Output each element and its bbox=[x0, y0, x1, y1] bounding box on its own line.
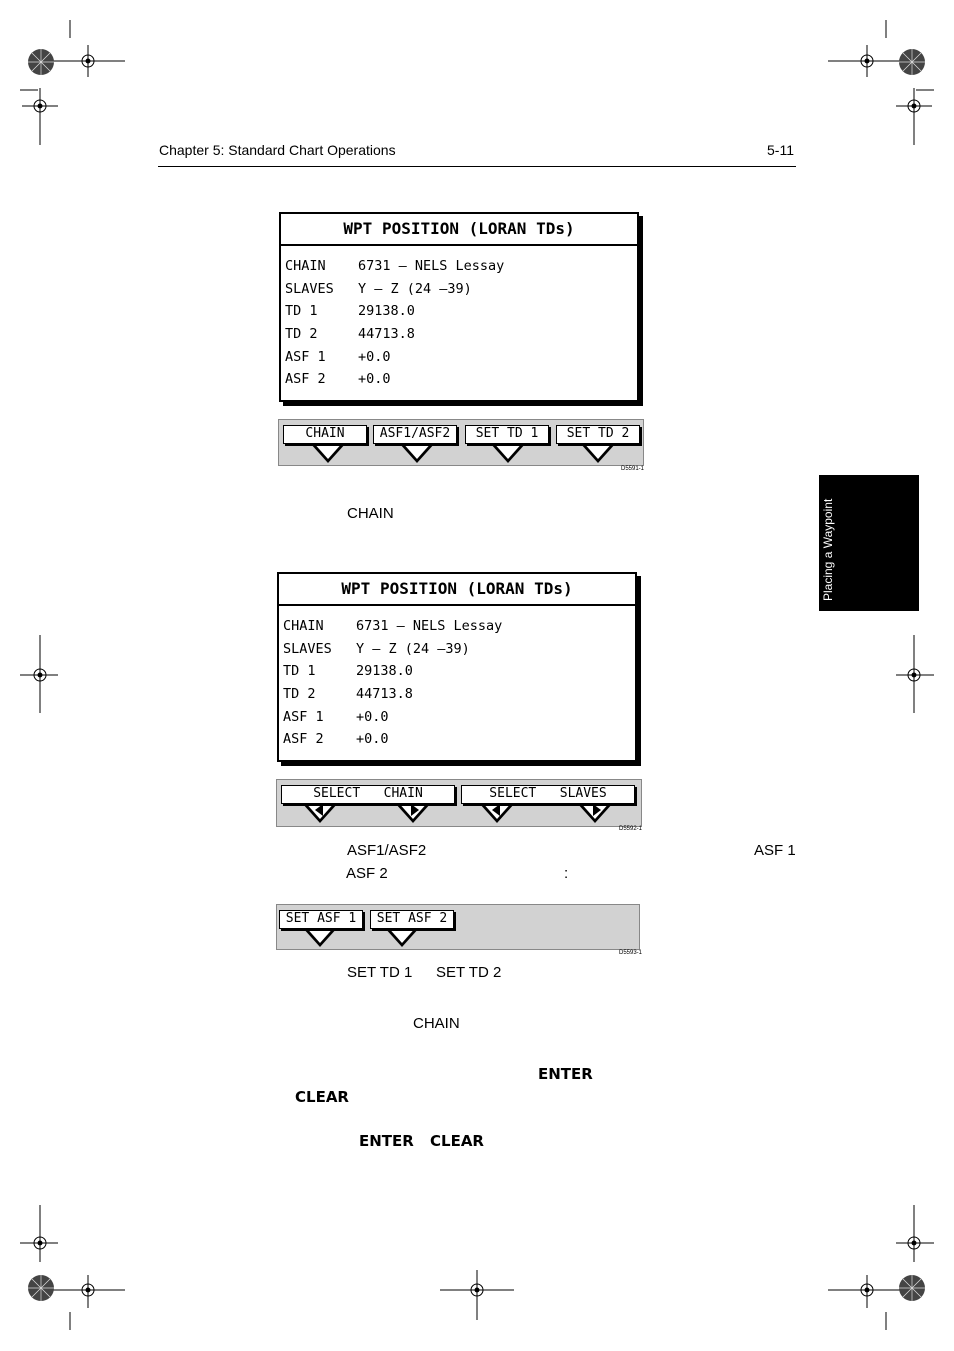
field-value: +0.0 bbox=[356, 708, 389, 725]
field-value: Y – Z (24 –39) bbox=[356, 640, 470, 657]
section-tab-label: Placing a Waypoint bbox=[821, 498, 835, 601]
field-label: TD 2 bbox=[283, 686, 316, 703]
field-label: CHAIN bbox=[283, 618, 324, 634]
field-label: ASF 2 bbox=[285, 371, 326, 388]
chain-softkey[interactable]: CHAIN bbox=[283, 425, 367, 444]
text-enter-key: ENTER bbox=[538, 1065, 593, 1083]
field-value: 44713.8 bbox=[358, 326, 415, 343]
screen-title: WPT POSITION (LORAN TDs) bbox=[281, 214, 637, 246]
text-enter-key-2: ENTER bbox=[359, 1132, 414, 1150]
field-row-chain bbox=[285, 255, 637, 278]
softkey-bar-2 bbox=[276, 779, 642, 827]
text-asf1-asf2: ASF1/ASF2 bbox=[347, 842, 427, 859]
field-row-td1 bbox=[285, 300, 637, 323]
field-row-asf1 bbox=[285, 346, 637, 369]
field-value: +0.0 bbox=[358, 348, 391, 365]
field-row-td1 bbox=[283, 660, 635, 683]
field-label: TD 1 bbox=[285, 303, 318, 320]
figure-code: D5593-1 bbox=[619, 950, 643, 956]
right-arrow-icon bbox=[411, 804, 419, 816]
field-row-slaves bbox=[285, 278, 637, 301]
field-label: ASF 1 bbox=[283, 708, 324, 725]
set-td2-softkey[interactable]: SET TD 2 bbox=[556, 425, 640, 444]
field-value: +0.0 bbox=[356, 731, 389, 748]
field-value: Y – Z (24 –39) bbox=[358, 280, 472, 297]
select-chain-softkey[interactable]: SELECT CHAIN bbox=[281, 785, 455, 804]
select-slaves-softkey[interactable]: SELECT SLAVES bbox=[461, 785, 635, 804]
text-clear-key: CLEAR bbox=[295, 1088, 349, 1106]
text-chain: CHAIN bbox=[347, 505, 394, 522]
field-value: 29138.0 bbox=[358, 303, 415, 320]
wpt-position-screen-2 bbox=[277, 572, 637, 762]
set-asf2-softkey[interactable]: SET ASF 2 bbox=[370, 910, 454, 929]
field-row-slaves bbox=[283, 638, 635, 661]
field-value: 44713.8 bbox=[356, 686, 413, 703]
text-asf1: ASF 1 bbox=[754, 842, 796, 859]
field-value: +0.0 bbox=[358, 371, 391, 388]
field-row-chain bbox=[283, 615, 635, 638]
field-row-asf2 bbox=[285, 368, 637, 391]
text-asf2: ASF 2 bbox=[346, 865, 388, 882]
softkey-bar-1 bbox=[278, 419, 644, 466]
field-row-asf2 bbox=[283, 728, 635, 751]
text-set-td1: SET TD 1 bbox=[347, 964, 413, 981]
text-colon: : bbox=[564, 865, 569, 882]
text-clear-key-2: CLEAR bbox=[430, 1132, 484, 1150]
wpt-position-screen-1 bbox=[279, 212, 639, 402]
field-label: TD 2 bbox=[285, 326, 318, 343]
figure-code: D5592-1 bbox=[619, 826, 643, 832]
field-value: 6731 – NELS Lessay bbox=[356, 618, 503, 634]
field-label: ASF 2 bbox=[283, 731, 324, 748]
set-td1-softkey[interactable]: SET TD 1 bbox=[465, 425, 549, 444]
field-label: SLAVES bbox=[285, 280, 334, 297]
left-arrow-icon bbox=[492, 804, 500, 816]
page-number: 5-11 bbox=[767, 142, 794, 158]
section-tab bbox=[819, 475, 919, 611]
text-chain-2: CHAIN bbox=[413, 1015, 460, 1032]
field-label: TD 1 bbox=[283, 663, 316, 680]
left-arrow-icon bbox=[315, 804, 323, 816]
figure-code: D5591-1 bbox=[621, 466, 645, 472]
field-value: 6731 – NELS Lessay bbox=[358, 258, 505, 274]
right-arrow-icon bbox=[593, 804, 601, 816]
text-set-td2: SET TD 2 bbox=[436, 964, 502, 981]
field-label: SLAVES bbox=[283, 640, 332, 657]
field-label: CHAIN bbox=[285, 258, 326, 274]
field-label: ASF 1 bbox=[285, 348, 326, 365]
asf1-asf2-softkey[interactable]: ASF1/ASF2 bbox=[373, 425, 457, 444]
chapter-title: Chapter 5: Standard Chart Operations bbox=[159, 142, 396, 158]
field-row-asf1 bbox=[283, 706, 635, 729]
field-row-td2 bbox=[283, 683, 635, 706]
field-row-td2 bbox=[285, 323, 637, 346]
header-rule bbox=[158, 166, 796, 167]
screen-title: WPT POSITION (LORAN TDs) bbox=[279, 574, 635, 606]
field-value: 29138.0 bbox=[356, 663, 413, 680]
set-asf1-softkey[interactable]: SET ASF 1 bbox=[279, 910, 363, 929]
softkey-bar-3 bbox=[276, 904, 640, 950]
